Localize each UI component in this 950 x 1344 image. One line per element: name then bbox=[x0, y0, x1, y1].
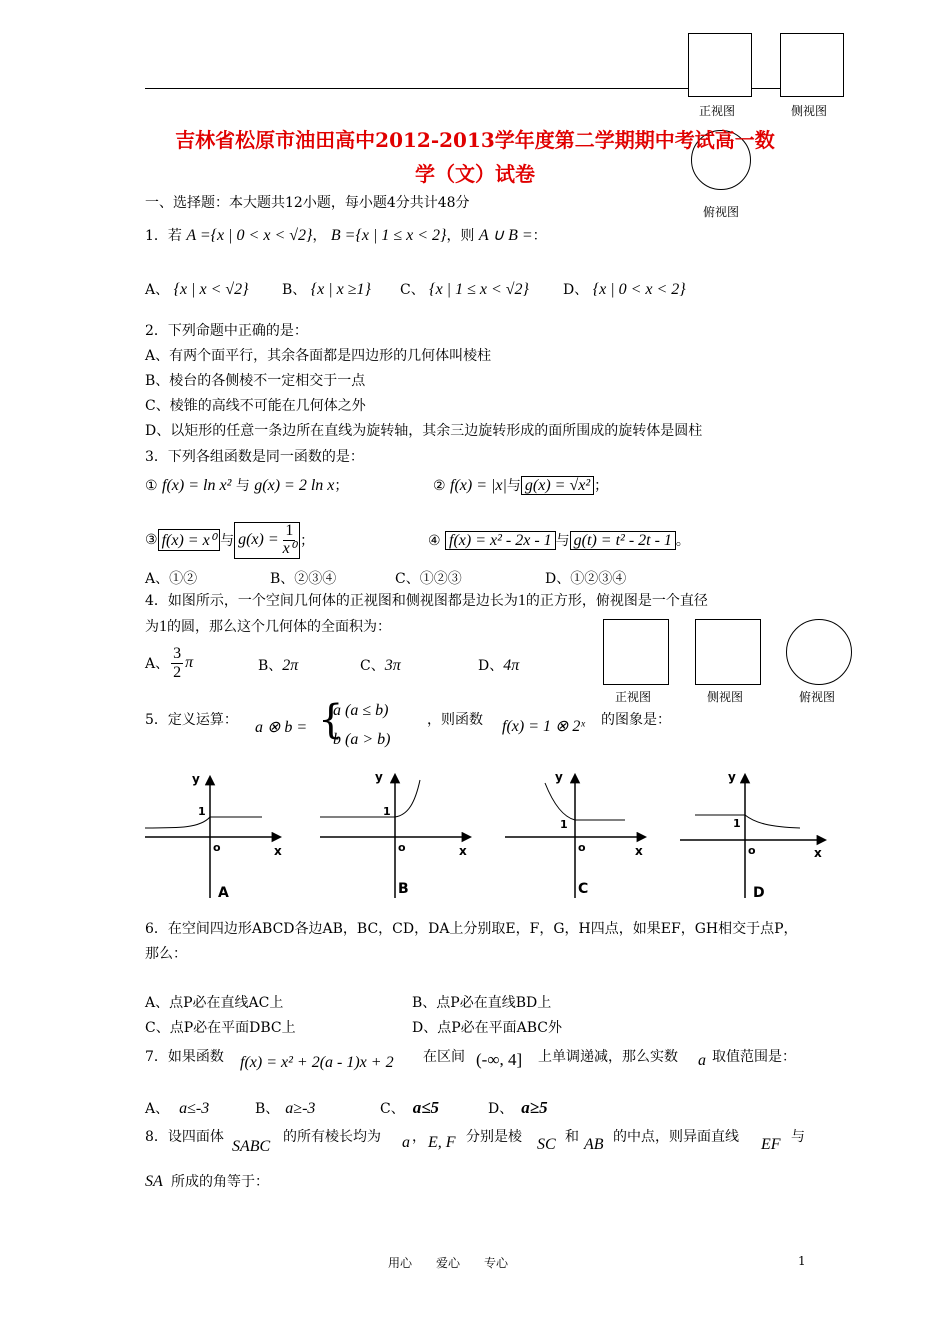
q7-option-d-label: D、 bbox=[488, 1101, 514, 1117]
q1-option-b bbox=[282, 279, 371, 299]
q4-option-d-value: 4π bbox=[503, 657, 520, 674]
graph-b-origin: o bbox=[398, 841, 406, 854]
q5-case-2: b (a > b) bbox=[333, 731, 391, 748]
graph-b-one: 1 bbox=[383, 805, 391, 818]
q7-option-a bbox=[145, 1098, 209, 1118]
q4-option-c-label: C、 bbox=[360, 658, 385, 674]
q7-end2: 取值范围是： bbox=[712, 1049, 796, 1065]
question-1 bbox=[145, 225, 547, 245]
q3-pair-3-g-left: g(x) = bbox=[238, 531, 279, 549]
q3-pair-2-g: g(x) = √x² bbox=[521, 476, 594, 495]
graph-c-one: 1 bbox=[560, 818, 568, 831]
graph-a-x-label: x bbox=[274, 844, 282, 858]
page-title: 吉林省松原市油田高中2012-2013学年度第二学期期中考试高一数 bbox=[175, 128, 775, 152]
q4-line2n: 1 bbox=[159, 618, 167, 635]
q5-operator: a ⊗ b = bbox=[255, 719, 308, 736]
q4-side-view-square bbox=[695, 619, 761, 685]
q1-option-a-label: A、 bbox=[145, 282, 170, 298]
graph-d-label: D bbox=[753, 885, 765, 901]
graph-c-label: C bbox=[578, 881, 589, 897]
section-heading: 一、选择题：本大题共12小题，每小题4分共计48分 bbox=[145, 195, 470, 211]
q7-option-c bbox=[380, 1098, 439, 1118]
graph-d-one: 1 bbox=[733, 817, 741, 830]
q6-option-c: C、点P必在平面DBC上 bbox=[145, 1020, 296, 1036]
q3-pair-1-g: g(x) = 2 ln x bbox=[254, 477, 335, 494]
question-8: 8．设四面体 bbox=[145, 1129, 224, 1145]
q7-var: a bbox=[698, 1052, 706, 1069]
front-view-square bbox=[688, 33, 752, 97]
graph-c-x-label: x bbox=[635, 844, 643, 858]
q3-pair-3-num: ③ bbox=[145, 532, 158, 549]
q4-front-view-square bbox=[603, 619, 669, 685]
q8-p2: 的所有棱长均为 bbox=[283, 1129, 381, 1145]
q1-option-d-label: D、 bbox=[563, 282, 589, 298]
graph-b-y-label: y bbox=[375, 770, 383, 784]
q8-p4: 分别是棱 bbox=[466, 1129, 522, 1145]
q8-p5: 和 bbox=[565, 1129, 579, 1145]
q3-option-d: D、①②③④ bbox=[545, 571, 627, 587]
graph-a-label: A bbox=[218, 885, 229, 901]
question-4 bbox=[145, 590, 708, 610]
q3-pair-4-g: g(t) = t² - 2t - 1 bbox=[570, 531, 676, 550]
question-6-line2: 那么： bbox=[145, 946, 187, 962]
q6-option-b: B、点P必在直线BD上 bbox=[412, 995, 552, 1011]
q4-option-b-label: B、 bbox=[258, 658, 283, 674]
q4-option-b-value: 2π bbox=[282, 657, 299, 674]
q4-top-caption: 俯视图 bbox=[799, 690, 836, 704]
graph-c-y-label: y bbox=[555, 770, 563, 784]
q7-option-a-label: A、 bbox=[145, 1101, 170, 1117]
q4-option-a-num: 3 bbox=[173, 645, 182, 662]
q4-line1n: 1 bbox=[517, 592, 526, 609]
q4-front-caption: 正视图 bbox=[615, 690, 652, 704]
q7-end: 上单调递减，那么实数 bbox=[538, 1049, 678, 1065]
q4-side-caption: 侧视图 bbox=[707, 690, 744, 704]
q7-mid: 在区间 bbox=[423, 1049, 465, 1065]
question-3: 3．下列各组函数是同一函数的是： bbox=[145, 449, 364, 465]
q7-option-c-value: a≤5 bbox=[412, 1098, 440, 1117]
q4-line2b: 的圆，那么这个几何体的全面积为： bbox=[167, 619, 391, 635]
q7-option-b-value: a≥-3 bbox=[285, 1100, 316, 1117]
q7-stem: 7．如果函数 bbox=[145, 1049, 224, 1065]
q3-pair-1-end: ； bbox=[334, 478, 349, 494]
q1-comma: ， bbox=[312, 228, 327, 244]
q5-mid: ，则函数 bbox=[427, 712, 483, 728]
q7-function: f(x) = x² + 2(a - 1)x + 2 bbox=[240, 1054, 394, 1071]
q1-option-d bbox=[563, 279, 686, 299]
q1-option-a-value: {x | x < √2} bbox=[173, 281, 249, 298]
q1-colon: ： bbox=[532, 228, 547, 244]
graph-a-curve bbox=[145, 817, 210, 828]
q4-option-a bbox=[145, 645, 193, 681]
q3-pair-3-fraction bbox=[283, 523, 297, 558]
q4-option-a-label: A、 bbox=[145, 656, 170, 673]
q4-line1a: 4．如图所示，一个空间几何体的正视图和侧视图都是边长为 bbox=[145, 593, 518, 609]
graph-a-origin: o bbox=[213, 841, 221, 854]
q1-option-d-value: {x | 0 < x < 2} bbox=[592, 281, 686, 298]
q8-ab: AB bbox=[584, 1136, 604, 1153]
q4-line2a: 为 bbox=[145, 619, 159, 635]
q7-option-b bbox=[255, 1098, 315, 1118]
q1-option-c-label: C、 bbox=[400, 282, 425, 298]
q3-pair-3-g bbox=[234, 522, 300, 559]
front-view-caption: 正视图 bbox=[699, 104, 736, 118]
q1-option-a bbox=[145, 279, 249, 299]
q4-line1b: 的正方形，俯视图是一个直径 bbox=[525, 593, 708, 609]
q3-pair-1-with: 与 bbox=[235, 478, 250, 494]
question-6: 6．在空间四边形ABCD各边AB，BC，CD，DA上分别取E，F，G，H四点，如果EF，GH相交于点P， bbox=[145, 921, 798, 937]
q7-option-d bbox=[488, 1098, 548, 1118]
question-5: 5．定义运算： bbox=[145, 712, 238, 728]
q8-p8: 所成的角等于： bbox=[171, 1174, 269, 1190]
q3-option-a: A、①② bbox=[145, 571, 198, 587]
graph-b[interactable] bbox=[320, 770, 470, 898]
side-view-caption: 侧视图 bbox=[791, 104, 828, 118]
q8-ef2: EF bbox=[761, 1136, 781, 1153]
graph-d-curve bbox=[745, 815, 800, 828]
graph-b-label: B bbox=[398, 881, 409, 897]
graph-c[interactable] bbox=[505, 770, 645, 898]
q3-pair-4-num: ④ bbox=[428, 533, 441, 549]
q8-sa: SA bbox=[145, 1173, 163, 1190]
q4-top-view-circle bbox=[786, 619, 852, 685]
q4-option-a-den: 2 bbox=[173, 663, 182, 681]
graph-a-one: 1 bbox=[198, 805, 206, 818]
q3-pair-4-f: f(x) = x² - 2x - 1 bbox=[445, 531, 556, 550]
q2-option-b: B、棱台的各侧棱不一定相交于一点 bbox=[145, 373, 366, 389]
graph-b-curve bbox=[395, 780, 420, 817]
q3-pair-3 bbox=[145, 522, 314, 559]
q5-brace: { bbox=[318, 697, 344, 743]
footer-motto: 用心 爱心 专心 bbox=[388, 1256, 509, 1270]
q1-option-b-value: {x | x ≥1} bbox=[310, 281, 371, 298]
question-2: 2．下列命题中正确的是： bbox=[145, 323, 308, 339]
q1-option-c-value: {x | 1 ≤ x < √2} bbox=[429, 281, 529, 298]
q5-function: f(x) = 1 ⊗ 2ˣ bbox=[502, 718, 585, 735]
q6-option-a: A、点P必在直线AC上 bbox=[145, 995, 284, 1011]
q3-pair-4-end: 。 bbox=[675, 533, 690, 549]
q3-pair-3-g-num: 1 bbox=[285, 522, 294, 539]
q3-pair-3-g-den: x⁰ bbox=[282, 539, 297, 557]
q3-pair-3-f: f(x) = x⁰ bbox=[158, 529, 221, 551]
q3-option-c: C、①②③ bbox=[395, 571, 462, 587]
q4-option-d-label: D、 bbox=[478, 658, 504, 674]
q3-pair-4 bbox=[428, 530, 690, 550]
q7-option-d-value: a≥5 bbox=[521, 1098, 548, 1117]
q4-option-c bbox=[360, 655, 401, 675]
question-7 bbox=[145, 1046, 224, 1066]
q3-pair-2-end: ； bbox=[594, 478, 609, 494]
q3-pair-2-num: ② bbox=[433, 478, 446, 494]
q1-option-c bbox=[400, 279, 529, 299]
q3-pair-3-with: 与 bbox=[220, 533, 235, 550]
graph-d-y-label: y bbox=[728, 770, 736, 784]
q3-pair-4-with: 与 bbox=[555, 533, 570, 549]
q1-set-a: A ={x | 0 < x < √2} bbox=[186, 227, 313, 244]
graph-b-x-label: x bbox=[459, 844, 467, 858]
q2-option-d: D、以矩形的任意一条边所在直线为旋转轴，其余三边旋转形成的面所围成的旋转体是圆柱 bbox=[145, 423, 703, 439]
q2-option-a: A、有两个面平行，其余各面都是四边形的几何体叫棱柱 bbox=[145, 348, 492, 364]
graph-d-origin: o bbox=[748, 844, 756, 857]
q4-option-a-tail: π bbox=[185, 654, 194, 672]
q3-pair-2-f: f(x) = |x| bbox=[450, 477, 507, 494]
q3-pair-1-f: f(x) = ln x² bbox=[162, 477, 232, 494]
q8-sc: SC bbox=[537, 1136, 556, 1153]
q4-option-c-value: 3π bbox=[384, 657, 401, 674]
q4-option-a-fraction bbox=[171, 645, 183, 681]
q3-pair-2-with: 与 bbox=[506, 478, 521, 494]
graph-a[interactable] bbox=[145, 772, 282, 901]
q8-p6: 的中点，则异面直线 bbox=[613, 1129, 739, 1145]
q3-pair-3-end: ； bbox=[300, 533, 315, 550]
q3-pair-1-num: ① bbox=[145, 478, 158, 494]
graph-d-x-label: x bbox=[814, 846, 822, 860]
q5-case-1: a (a ≤ b) bbox=[333, 702, 389, 719]
q8-p3: ， bbox=[412, 1129, 426, 1145]
q1-union: A ∪ B = bbox=[478, 227, 533, 244]
q6-option-d: D、点P必在平面ABC外 bbox=[412, 1020, 563, 1036]
q3-option-b: B、②③④ bbox=[270, 571, 337, 587]
q1-option-b-label: B、 bbox=[282, 282, 307, 298]
q7-option-b-label: B、 bbox=[255, 1101, 280, 1117]
top-view-caption: 俯视图 bbox=[703, 205, 740, 219]
q8-p7: 与 bbox=[791, 1129, 805, 1145]
q4-option-b bbox=[258, 655, 298, 675]
q7-interval: (-∞, 4] bbox=[476, 1050, 523, 1069]
q7-option-a-value: a≤-3 bbox=[179, 1100, 210, 1117]
page-title-line2: 学（文）试卷 bbox=[415, 162, 535, 186]
graph-c-origin: o bbox=[578, 841, 586, 854]
q5-graphs bbox=[140, 765, 840, 905]
q2-option-c: C、棱锥的高线不可能在几何体之外 bbox=[145, 398, 366, 414]
q1-set-b: B ={x | 1 ≤ x < 2} bbox=[330, 227, 447, 244]
q3-pair-1 bbox=[145, 475, 348, 495]
q8-ef: E, F bbox=[428, 1134, 456, 1151]
q1-num: 1．若 bbox=[145, 228, 182, 244]
q1-then: ，则 bbox=[446, 228, 475, 244]
page-number: 1 bbox=[798, 1254, 806, 1268]
q5-end: 的图象是： bbox=[601, 712, 671, 728]
q8-sabc: SABC bbox=[232, 1138, 271, 1155]
question-4-line2 bbox=[145, 616, 391, 636]
graph-c-curve bbox=[545, 783, 575, 820]
q7-option-c-label: C、 bbox=[380, 1101, 405, 1117]
q4-option-d bbox=[478, 655, 519, 675]
graph-a-y-label: y bbox=[192, 772, 200, 786]
q8-a: a bbox=[402, 1134, 410, 1151]
side-view-square bbox=[780, 33, 844, 97]
q3-pair-2 bbox=[433, 475, 608, 495]
graph-d[interactable] bbox=[680, 770, 825, 901]
